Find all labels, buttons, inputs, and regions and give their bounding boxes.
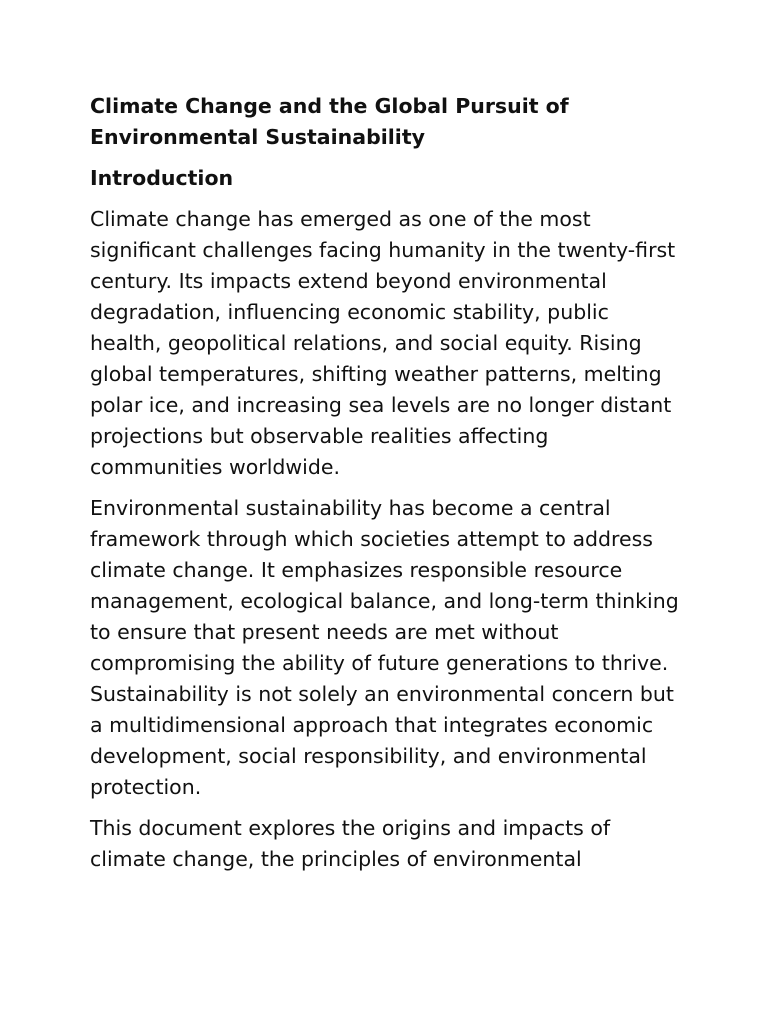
document-title: Climate Change and the Global Pursuit of Environmental Sustainability — [90, 94, 569, 149]
paragraph-3: This document explores the origins and impacts of climate change, the principles of environmental — [90, 816, 611, 871]
section-heading-introduction: Introduction — [90, 166, 234, 190]
paragraph-2: Environmental sustainability has become a central framework through which societies attempt to address climate change. It emphasizes responsible resource management, ecological balance, and long-term thinking to ensure that present needs are met without compromising the ability of future generations to thrive. Sustainability is not solely an environmental concern but a multidimensional approach that integrates economic development, social responsibility, and environmental protection. — [90, 496, 679, 799]
paragraph-1: Climate change has emerged as one of the most significant challenges facing humanity in the twenty-first century. Its impacts extend beyond environmental degradation, influencing economic stability, public health, geopolitical relations, and social equity. Rising global temperatures, shifting weather patterns, melting polar ice, and increasing sea levels are no longer distant projections but observable realities affecting communities worldwide. — [90, 207, 676, 479]
